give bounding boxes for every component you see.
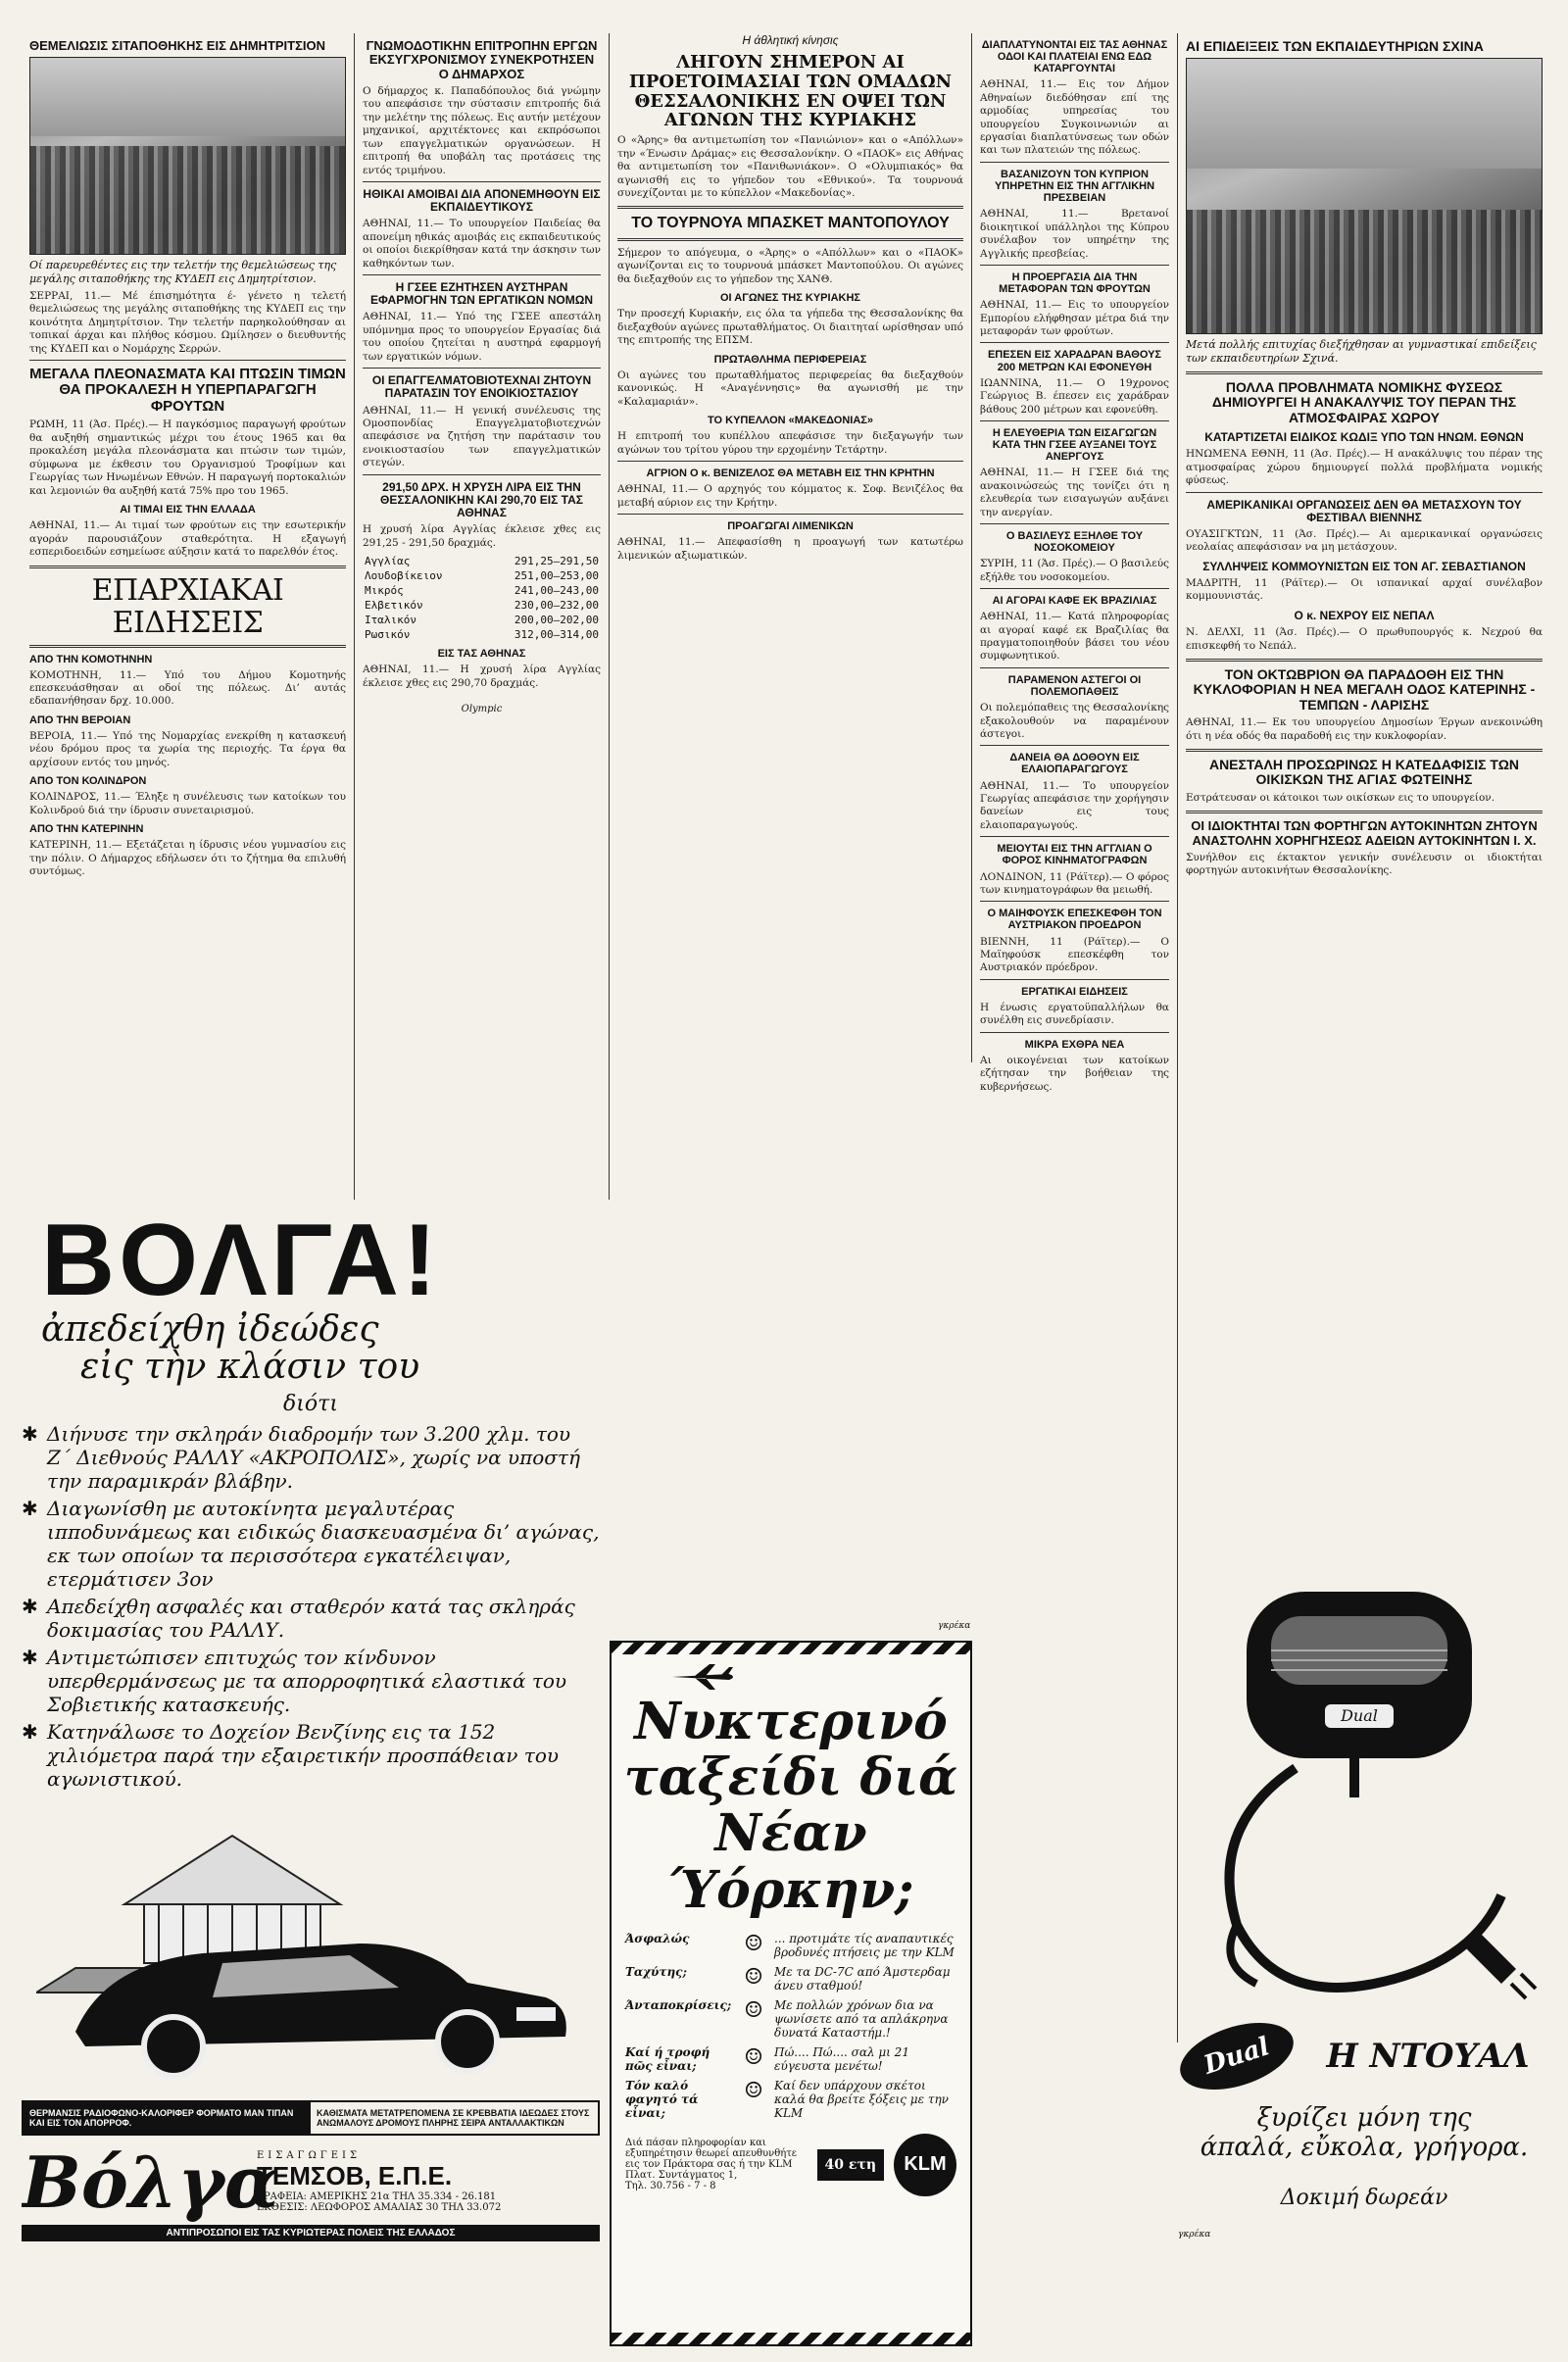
headline-venizelos: ΑΓΡΙΟΝ Ο κ. ΒΕΝΙΖΕΛΟΣ ΘΑ ΜΕΤΑΒΗ ΕΙΣ ΤΗΝ ΚΡΗΤΗΝ (646, 467, 935, 480)
article-body: Η χρυσή λίρα Αγγλίας έκλεισε χθες εις 291,25 - 291,50 δραχμάς. (363, 523, 601, 549)
features-left: ΘΕΡΜΑΝΣΙΣ ΡΑΔΙΟΦΩΝΟ-ΚΑΛΟΡΙΦΕΡ ΦΟΡΜΑΤΟ ΜΑΝ ΤΙΠΑΝ ΚΑΙ ΕΙΣ ΤΟΝ ΑΠΟΡΡΟΦ. (24, 2102, 311, 2134)
klm-phone: Τηλ. 30.756 - 7 - 8 (625, 2181, 716, 2192)
volga-tagline-2: εἰς τὴν κλάσιν του (80, 1346, 420, 1387)
klm-answer: Καί δεν υπάρχουν σκέτοι καλά θα βρείτε ξόξεις με την KLM (774, 2078, 949, 2120)
klm-advertisement (610, 1641, 972, 2346)
press-mark: γκρέκα (938, 1621, 971, 1631)
photo-gymnastics (1186, 58, 1543, 334)
headline-teacher-awards: ΗΘΙΚΑΙ ΑΜΟΙΒΑΙ ΔΙΑ ΑΠΟΝΕΜΗΘΟΥΝ ΕΙΣ ΕΚΠΑΙΔΕΥΤΙΚΟΥΣ (363, 186, 601, 215)
volga-bullet: ✱ Αντιμετώπισεν επιτυχώς τον κίνδυνον υπερθερμάνσεως με τα απορροφητικά ελαστικά του Σοβιετικής κατασκευής. (22, 1646, 600, 1716)
article-body: ΑΘΗΝΑΙ, 11.— Η γενική συνέλευσις της Ομοσπονδίας Επαγγελματοβιοτεχνών απεφάσισε να ζητήση την παράτασιν του ενοικιοστασίου των επαγγελματικών στεγών. (363, 404, 601, 469)
article-body: ΚΑΤΕΡΙΝΗ, 11.— Εξετάζεται η ίδρυσις νέου γυμνασίου εις την πόλιν. Ο Δήμαρχος εδήλωσεν ότι το ζήτημα θα επιλυθή συντόμως. (29, 839, 346, 878)
column-3 (610, 33, 972, 1062)
gold-rate-value: 241,00—243,00 (514, 584, 599, 598)
headline-olive-loans: ΔΑΝΕΙΑ ΘΑ ΔΟΘΟΥΝ ΕΙΣ ΕΛΑΙΟΠΑΡΑΓΩΓΟΥΣ (1009, 752, 1140, 776)
olympic-brand: Olympic (461, 704, 503, 715)
klm-question: Άνταποκρίσεις; (625, 1997, 732, 2012)
subhead-regional-championship: ΠΡΩΤΑΘΛΗΜΑ ΠΕΡΙΦΕΡΕΙΑΣ (713, 353, 867, 366)
headline-cypriot-servant: ΒΑΣΑΝΙΖΟΥΝ ΤΟΝ ΚΥΠΡΙΟΝ ΥΠΗΡΕΤΗΝ ΕΙΣ ΤΗΝ ΑΓΓΛΙΚΗΝ ΠΡΕΣΒΕΙΑΝ (994, 168, 1155, 205)
gold-rate-value: 200,00—202,00 (514, 614, 599, 627)
headline-labor-news: ΕΡΓΑΤΙΚΑΙ ΕΙΔΗΣΕΙΣ (1021, 985, 1128, 998)
press-mark: γκρέκα (1178, 2230, 1211, 2239)
newspaper-page (22, 33, 1550, 2346)
headline-austrian-president: Ο ΜΑΙΗΦΟΥΣΚ ΕΠΕΣΚΕΦΘΗ ΤΟΝ ΑΥΣΤΡΙΑΚΟΝ ΠΡΟΕΔΡΟΝ (987, 908, 1162, 932)
offices-line: ΓΡΑΦΕΙΑ: ΑΜΕΡΙΚΗΣ 21α ΤΗΛ 35.334 - 26.181 (257, 2191, 497, 2203)
photo-ceremony (29, 57, 346, 255)
column-2 (355, 33, 610, 1200)
company-name: ΤΕΜΣΟΒ, Ε.Π.Ε. (257, 2161, 453, 2191)
photo-caption: Μετά πολλής επιτυχίας διεξήχθησαν αι γυμναστικαί επιδείξεις των εκπαιδευτηρίων Σχινά. (1186, 338, 1537, 366)
headline-brazil-coffee: ΑΙ ΑΓΟΡΑΙ ΚΑΦΕ ΕΚ ΒΡΑΖΙΛΙΑΣ (992, 595, 1157, 608)
klm-logo: KLM (894, 2134, 956, 2196)
headline-athens-roads: ΔΙΑΠΛΑΤΥΝΟΝΤΑΙ ΕΙΣ ΤΑΣ ΑΘΗΝΑΣ ΟΔΟΙ ΚΑΙ ΠΛΑΤΕΙΑΙ ΕΝΩ ΕΔΩ ΚΑΤΑΡΓΟΥΝΤΑΙ (981, 39, 1168, 75)
klm-answer: Πώ.... Πώ.... σαλ μι 21 εύγευστα μενέτω! (774, 2044, 909, 2073)
dual-advertisement (1178, 1572, 1550, 2346)
stewardess-face-icon: ☺ (744, 1964, 763, 1990)
article-body: ΣΥΡΙΗ, 11 (Άσ. Πρές).— Ο βασιλεύς εξήλθε του νοσοκομείου. (980, 558, 1169, 583)
klm-dialogue-row (625, 1965, 956, 1993)
gold-rate-name: Ιταλικόν (365, 614, 416, 627)
gold-rate-name: Ρωσικόν (365, 628, 411, 642)
headline-fruit-transport: Η ΠΡΟΕΡΓΑΣΙΑ ΔΙΑ ΤΗΝ ΜΕΤΑΦΟΡΑΝ ΤΩΝ ΦΡΟΥΤΩΝ (999, 271, 1151, 296)
headline-vienna-festival: ΑΜΕΡΙΚΑΝΙΚΑΙ ΟΡΓΑΝΩΣΕΙΣ ΔΕΝ ΘΑ ΜΕΤΑΣΧΟΥΝ ΤΟΥ ΦΕΣΤΙΒΑΛ ΒΙΕΝΝΗΣ (1206, 497, 1522, 524)
article-body: ΑΘΗΝΑΙ, 11.— Αι τιμαί των φρούτων εις την εσωτερικήν αγοράν παρουσιάζουν σταθερότητα. Η εξαγωγή εσπεριδοειδών εσημείωσε αύξησιν κατά το παρελθόν έτος. (29, 519, 346, 559)
klm-title-3: Νέαν Ύόρκην; (667, 1803, 914, 1920)
headline-granary: ΘΕΜΕΛΙΩΣΙΣ ΣΙΤΑΠΟΘΗΚΗΣ ΕΙΣ ΔΗΜΗΤΡΙΤΣΙΟΝ (29, 38, 326, 53)
headline-port-promotions: ΠΡΟΑΓΩΓΑΙ ΛΙΜΕΝΙΚΩΝ (727, 520, 854, 533)
headline-gold-sovereign: 291,50 ΔΡΧ. Η ΧΡΥΣΗ ΛΙΡΑ ΕΙΣ ΤΗΝ ΘΕΣΣΑΛΟΝΙΚΗΝ ΚΑΙ 290,70 ΕΙΣ ΤΑΣ ΑΘΗΝΑΣ (380, 479, 583, 520)
article-body: ΑΘΗΝΑΙ, 11.— Κατά πληροφορίας αι αγοραί καφέ εκ Βραζιλίας θα πραγματοποιηθούν βάσει του νέου συμφωνητικού. (980, 611, 1169, 663)
gold-rate-row (363, 613, 601, 627)
volga-bullet-list (22, 1422, 600, 1791)
klm-title-2: ταξείδι διά (623, 1747, 958, 1808)
klm-question: Ταχύτης; (625, 1964, 687, 1979)
article-body: Εστράτευσαν οι κάτοικοι των οικίσκων εις το υπουργείον. (1186, 791, 1495, 804)
headline-communist-arrests: ΣΥΛΛΗΨΕΙΣ ΚΟΜΜΟΥΝΙΣΤΩΝ ΕΙΣ ΤΟΝ ΑΓ. ΣΕΒΑΣΤΙΑΝΟΝ (1202, 559, 1526, 573)
klm-info: Διά πάσαν πληροφορίαν και εξυπηρέτησιν θεωρεί απευθυνθήτε εις τον Πράκτορα σας ή την KLM (625, 2138, 797, 2171)
article-body: ΑΘΗΝΑΙ, 11.— Ο αρχηγός του κόμματος κ. Σοφ. Βενιζέλος θα μεταβή αύριον εις την Κρήτην. (617, 483, 963, 509)
article-body: ΟΥΑΣΙΓΚΤΩΝ, 11 (Άσ. Πρές).— Αι αμερικανικαί οργανώσεις νεολαίας απεφάσισαν να μη μετάσχουν. (1186, 527, 1543, 554)
article-body: Η επιτροπή του κυπέλλου απεφάσισε την διεξαγωγήν των αγώνων του τρίτου γύρου την ερχομένην Τετάρτην. (617, 430, 963, 456)
gold-rates-table (363, 554, 601, 642)
dual-shaver-illustration (1178, 1572, 1541, 2033)
headline-cinema-tax: ΜΕΙΟΥΤΑΙ ΕΙΣ ΤΗΝ ΑΓΓΛΙΑΝ Ο ΦΟΡΟΣ ΚΙΝΗΜΑΤΟΓΡΑΦΩΝ (997, 843, 1152, 867)
article-body: Οι αγώνες του πρωταθλήματος περιφερείας θα διεξαχθούν κανονικώς. Η «Αναγέννησις» θα αγωνισθή με την «Καλαμαριάν». (617, 369, 963, 408)
subhead-veroia: ΑΠΟ ΤΗΝ ΒΕΡΟΙΑΝ (29, 714, 131, 726)
dual-sub-2: άπαλά, εὔκολα, γρήγορα. (1200, 2133, 1529, 2162)
headline-war-victims: ΠΑΡΑΜΕΝΟΝ ΑΣΤΕΓΟΙ ΟΙ ΠΟΛΕΜΟΠΑΘΕΙΣ (1007, 673, 1142, 698)
article-body: ΑΘΗΝΑΙ, 11.— Η χρυσή λίρα Αγγλίας έκλεισε χθες εις 290,70 δραχμάς. (363, 664, 601, 689)
volga-script-logo: Βόλγα (22, 2140, 279, 2224)
dual-title: Η ΝΤΟΥΑΛ (1326, 2037, 1530, 2076)
headline-small-news: ΜΙΚΡΑ ΕΧΘΡΑ ΝΕΑ (1024, 1038, 1125, 1051)
volga-title: ΒΟΛΓΑ! (41, 1209, 441, 1317)
article-body: Ο «Άρης» θα αντιμετωπίση τον «Πανιώνιον» και ο «Απόλλων» την «Ένωσιν Δράμας» εις Θεσσαλονίκην. Ο «ΠΑΟΚ» εις Αθήνας θα αντιμετωπίση τον «Πανιθωνιάκον». Ο «Ολυμπιακός» θα αγωνισθή εις το γήπεδον του «Εθνικού». Τα τουρνουά συνεχίζονται με το κύπελλον «Μακεδονίας». (617, 134, 963, 199)
article-body: ΑΘΗΝΑΙ, 11.— Βρετανοί διοικητικοί υπάλληλοι της Κύπρου συνέλαβον τον υπηρέτην της Αγγλικής πρεσβείας. (980, 208, 1169, 260)
volga-car-illustration (36, 1796, 585, 2091)
gold-rate-row (363, 568, 601, 583)
article-body: Ο δήμαρχος κ. Παπαδόπουλος διά γνώμην του απεφάσισε την σύστασιν επιτροπής διά την μελέτην της πόλεως. Εις αυτήν μετέχουν μηχανικοί, αρχιτέκτονες και εκπρόσωποι των επαγγελματικών οργανώσεων. Η επιτροπή θα υποβάλη τας προτάσεις της εντός τριμήνου. (363, 84, 601, 176)
volga-tagline: ἀπεδείχθη ἰδεώδες (41, 1309, 379, 1350)
klm-title-1: Νυκτερινό (634, 1692, 948, 1751)
airplane-icon (670, 1662, 739, 1692)
dual-logo-oval: Dual (1178, 2010, 1301, 2102)
article-body: Την προσεχή Κυριακήν, εις όλα τα γήπεδα της Θεσσαλονίκης θα διεξαχθούν αγώνες πρωταθλήματος. Οι διαιτηταί ωρίσθησαν υπό της επιτροπής της ΕΠΣΜ. (617, 308, 963, 347)
headline-space-law: ΠΟΛΛΑ ΠΡΟΒΛΗΜΑΤΑ ΝΟΜΙΚΗΣ ΦΥΣΕΩΣ ΔΗΜΙΟΥΡΓΕΙ Η ΑΝΑΚΑΛΥΨΙΣ ΤΟΥ ΠΕΡΑΝ ΤΗΣ ΑΤΜΟΣΦΑΙΡΑΣ ΧΩΡΟΥ (1211, 378, 1517, 425)
gold-rate-value: 291,25—291,50 (514, 555, 599, 568)
gold-rate-value: 230,00—232,00 (514, 599, 599, 613)
headline-king-hospital: Ο ΒΑΣΙΛΕΥΣ ΕΞΗΛΘΕ ΤΟΥ ΝΟΣΟΚΟΜΕΙΟΥ (1005, 529, 1144, 555)
klm-question: Καί ή τροφή πῶς εἶναι; (625, 2044, 710, 2073)
article-body: Συνήλθον εις έκτακτον γενικήν συνέλευσιν οι ιδιοκτήται φορτηγών αυτοκινήτων Θεσσαλονίκης. (1186, 851, 1543, 877)
subhead-macedonia-cup: ΤΟ ΚΥΠΕΛΛΟΝ «ΜΑΚΕΔΟΝΙΑΣ» (708, 415, 873, 427)
article-body: ΙΩΑΝΝΙΝΑ, 11.— Ο 19χρονος Γεώργιος Β. έπεσεν εις χαράδραν βάθους 200 μέτρων και εφονεύθη. (980, 376, 1169, 416)
column-1 (22, 33, 355, 1200)
section-provinces: ΕΠΑΡΧΙΑΚΑΙ ΕΙΔΗΣΕΙΣ (91, 572, 284, 640)
headline-new-road: ΤΟΝ ΟΚΤΩΒΡΙΟΝ ΘΑ ΠΑΡΑΔΟΘΗ ΕΙΣ ΤΗΝ ΚΥΚΛΟΦΟΡΙΑΝ Η ΝΕΑ ΜΕΓΑΛΗ ΟΔΟΣ ΚΑΤΕΡΙΝΗΣ - ΤΕΜΠΩΝ - ΛΑΡΙΣΗΣ (1193, 665, 1536, 713)
headline-basketball: ΤΟ ΤΟΥΡΝΟΥΑ ΜΠΑΣΚΕΤ ΜΑΝΤΟΠΟΥΛΟΥ (631, 215, 950, 232)
klm-answer: Με πολλών χρόνων δια να ψωνίσετε από τα απλάκρηνα δυνατά Καταστήμ.! (774, 1997, 949, 2040)
gold-rate-row (363, 554, 601, 568)
gold-rate-name: Λουδοβίκειον (365, 569, 443, 583)
subhead-un-code: ΚΑΤΑΡΤΙΖΕΤΑΙ ΕΙΔΙΚΟΣ ΚΩΔΙΞ ΥΠΟ ΤΩΝ ΗΝΩΜ. ΕΘΝΩΝ (1204, 430, 1524, 445)
column-5 (1178, 33, 1550, 1562)
dual-trial: Δοκιμή δωρεάν (1280, 2186, 1448, 2210)
headline-rent-control: ΟΙ ΕΠΑΓΓΕΛΜΑΤΟΒΙΟΤΕΧΝΑΙ ΖΗΤΟΥΝ ΠΑΡΑΤΑΣΙΝ ΤΟΥ ΕΝΟΙΚΙΟΣΤΑΣΙΟΥ (371, 373, 592, 401)
volga-because: διότι (283, 1391, 338, 1416)
article-body: Ν. ΔΕΛΧΙ, 11 (Άσ. Πρές).— Ο πρωθυπουργός κ. Νεχρού θα επισκεφθή το Νεπάλ. (1186, 626, 1543, 652)
klm-address: Πλατ. Συντάγματος 1, (625, 2170, 738, 2182)
volga-bullet: ✱ Κατηνάλωσε το Δοχείον Βενζίνης εις τα 152 χιλιόμετρα παρά την εξαιρετικήν προσπάθειαν του αγωνιστικού. (22, 1720, 600, 1791)
article-body: ΑΘΗΝΑΙ, 11.— Η ΓΣΕΕ διά της ανακοινώσεώς της τονίζει ότι η ελευθερία των εισαγωγών αυξάνει την ανεργίαν. (980, 467, 1169, 518)
headline-fruit-surplus: ΜΕΓΑΛΑ ΠΛΕΟΝΑΣΜΑΤΑ ΚΑΙ ΠΤΩΣΙΝ ΤΙΜΩΝ ΘΑ ΠΡΟΚΑΛΕΣΗ Η ΥΠΕΡΠΑΡΑΓΩΓΗ ΦΡΟΥΤΩΝ (29, 365, 346, 415)
klm-badge: 40 ετη (817, 2149, 884, 2181)
stewardess-face-icon: ☺ (744, 2044, 763, 2070)
headline-schina-schools: ΑΙ ΕΠΙΔΕΙΞΕΙΣ ΤΩΝ ΕΚΠΑΙΔΕΥΤΗΡΙΩΝ ΣΧΙΝΑ (1186, 38, 1484, 54)
importers-label: ΕΙΣΑΓΩΓΕΙΣ (257, 2150, 362, 2162)
exhibit-line: ΕΚΘΕΣΙΣ: ΛΕΩΦΟΡΟΣ ΑΜΑΛΙΑΣ 30 ΤΗΛ 33.072 (257, 2202, 502, 2214)
section-kicker: Η άθλητική κίνησις (742, 33, 839, 47)
article-body: Σήμερον το απόγευμα, ο «Άρης» ο «Απόλλων» και ο «ΠΑΟΚ» αγωνίζονται εις το τουρνουά μπάσκετ Μαντοπούλου. Οι αγώνες θα διεξαχθούν εις το γήπεδον της ΧΑΝΘ. (617, 246, 963, 285)
gold-rate-name: Αγγλίας (365, 555, 411, 568)
volga-bullet: ✱ Διήνυσε την σκληράν διαδρομήν των 3.200 χλμ. του Ζ΄ Διεθνούς ΡΑΛΛΥ «ΑΚΡΟΠΟΛΙΣ», χωρίς να υποστή την παραμικράν βλάβην. (22, 1422, 600, 1493)
article-body: Αι οικογένειαι των κατοίκων εζήτησαν την βοήθειαν της κυβερνήσεως. (980, 1054, 1169, 1093)
article-body: ΛΟΝΔΙΝΟΝ, 11 (Ράϊτερ).— Ο φόρος των κινηματογράφων θα μειωθή. (980, 870, 1169, 896)
stripe-border-bottom (612, 2333, 970, 2344)
article-body: ΒΕΡΟΙΑ, 11.— Υπό της Νομαρχίας ενεκρίθη η κατασκευή νέου δρόμου προς τα χωρία της περιοχής. Τα έργα θα αρχίσουν εντός του μηνός. (29, 730, 346, 768)
article-body: ΑΘΗΝΑΙ, 11.— Υπό της ΓΣΕΕ απεστάλη υπόμνημα προς το υπουργείον Εργασίας διά του οποίου ζητείται η αυστηρά εφαρμογή των εργατικών νόμων. (363, 311, 601, 363)
article-body: ΣΕΡΡΑΙ, 11.— Μέ έπισημότητα έ- γένετο η τελετή θεμελιώσεως της μεγάλης σιταποθήκης της ΚΥΔΕΠ εις την κοινότητα Δημητρίτσιον. Την τελετήν παρηκολούθησαν αι τοπικαί άρχαι και πλήθος κόσμου. Ωμίλησεν ο διευθυντής της ΚΥΔΕΠ και ο Νομάρχης Σερρών. (29, 289, 346, 355)
headline-committee: ΓΝΩΜΟΔΟΤΙΚΗΝ ΕΠΙΤΡΟΠΗΝ ΕΡΓΩΝ ΕΚΣΥΓΧΡΟΝΙΣΜΟΥ ΣΥΝΕΚΡΟΤΗΣΕΝ Ο ΔΗΜΑΡΧΟΣ (366, 38, 598, 81)
klm-dialogue-row (625, 1932, 956, 1959)
article-body: Η ένωσις εργατοϋπαλλήλων θα συνέλθη εις συνεδρίασιν. (980, 1001, 1169, 1027)
headline-thessaloniki-teams: ΛΗΓΟΥΝ ΣΗΜΕΡΟΝ ΑΙ ΠΡΟΕΤΟΙΜΑΣΙΑΙ ΤΩΝ ΟΜΑΔΩΝ ΘΕΣΣΑΛΟΝΙΚΗΣ ΕΝ ΟΨΕΙ ΤΩΝ ΑΓΩΝΩΝ ΤΗΣ ΚΥΡΙΑΚΗΣ (628, 52, 953, 131)
stewardess-face-icon: ☺ (744, 2078, 763, 2103)
headline-truck-owners: ΟΙ ΙΔΙΟΚΤΗΤΑΙ ΤΩΝ ΦΟΡΤΗΓΩΝ ΑΥΤΟΚΙΝΗΤΩΝ ΖΗΤΟΥΝ ΑΝΑΣΤΟΛΗΝ ΧΟΡΗΓΗΣΕΩΣ ΑΔΕΙΩΝ ΑΥΤΟΚΙΝΗΤΩΝ Ι. Χ. (1191, 818, 1538, 848)
article-body: ΒΙΕΝΝΗ, 11 (Ράϊτερ).— Ο Μαϊηφούσκ επεσκέφθη τον Αυστριακόν πρόεδρον. (980, 935, 1169, 974)
subhead-katerini: ΑΠΟ ΤΗΝ ΚΑΤΕΡΙΝΗΝ (29, 823, 144, 836)
stewardess-face-icon: ☺ (744, 1931, 763, 1956)
headline-ravine: ΕΠΕΣΕΝ ΕΙΣ ΧΑΡΑΔΡΑΝ ΒΑΘΟΥΣ 200 ΜΕΤΡΩΝ ΚΑΙ ΕΦΟΝΕΥΘΗ (987, 349, 1162, 373)
article-body: Οι πολεμόπαθεις της Θεσσαλονίκης εξακολουθούν να παραμένουν άστεγοι. (980, 702, 1169, 740)
gold-rate-row (363, 627, 601, 642)
article-body: ΑΘΗΝΑΙ, 11.— Εις τον Δήμον Αθηναίων διεδόθησαν επί της αρμοδίας υπηρεσίας του υπουργείου Συγκοινωνιών αι εργασίαι διαπλατύνσεως των οδών και των πλατειών της πόλεως. (980, 78, 1169, 157)
klm-question: Άσφαλώς (625, 1931, 690, 1945)
article-body: ΑΘΗΝΑΙ, 11.— Το υπουργείον Γεωργίας απεφάσισε την χορήγησιν δανείων εις τους ελαιοπαραγωγούς. (980, 779, 1169, 831)
dual-shaver-logo: Dual (1341, 1706, 1378, 1725)
headline-demolition: ΑΝΕΣΤΑΛΗ ΠΡΟΣΩΡΙΝΩΣ Η ΚΑΤΕΔΑΦΙΣΙΣ ΤΩΝ ΟΙΚΙΣΚΩΝ ΤΗΣ ΑΓΙΑΣ ΦΩΤΕΙΝΗΣ (1208, 756, 1520, 788)
subhead-prices: ΑΙ ΤΙΜΑΙ ΕΙΣ ΤΗΝ ΕΛΛΑΔΑ (120, 504, 256, 517)
volga-advertisement (22, 1209, 600, 2346)
column-4 (972, 33, 1178, 2042)
klm-dialogue-row (625, 1998, 956, 2040)
article-body: ΑΘΗΝΑΙ, 11.— Απεφασίσθη η προαγωγή των κατωτέρω λιμενικών αξιωματικών. (617, 536, 963, 562)
klm-answer: ... προτιμάτε τίς αναπαυτικές βροδυνές πτήσεις με την KLM (774, 1931, 955, 1959)
headline-nehru-nepal: Ο κ. ΝΕΧΡΟΥ ΕΙΣ ΝΕΠΑΛ (1294, 608, 1435, 622)
article-body: ΚΟΛΙΝΔΡΟΣ, 11.— Έληξε η συνέλευσις των κατοίκων του Κολινδρού διά την ίδρυσιν συνεταιρισμού. (29, 791, 346, 816)
subhead-sunday-games: ΟΙ ΑΓΩΝΕΣ ΤΗΣ ΚΥΡΙΑΚΗΣ (720, 292, 860, 305)
dual-sub: ξυρίζει μόνη της (1256, 2103, 1472, 2133)
photo-caption: Οί παρευρεθέντες εις την τελετήν της θεμελιώσεως της μεγάλης σιταποθήκης της ΚΥΔΕΠ εις Δημητρίτσιον. (29, 259, 337, 286)
article-body: ΜΑΔΡΙΤΗ, 11 (Ράϊτερ).— Οι ισπανικαί αρχαί συνέλαβον κομμουνιστάς. (1186, 577, 1543, 603)
article-body: ΑΘΗΝΑΙ, 11.— Το υπουργείον Παιδείας θα απονείμη ηθικάς αμοιβάς εις εκπαιδευτικούς οι οποίοι διεκρίθησαν κατά την άσκησιν των καθηκόντων των. (363, 218, 601, 270)
headline-gsee-labor: Η ΓΣΕΕ ΕΖΗΤΗΣΕΝ ΑΥΣΤΗΡΑΝ ΕΦΑΡΜΟΓΗΝ ΤΩΝ ΕΡΓΑΤΙΚΩΝ ΝΟΜΩΝ (370, 280, 593, 308)
subhead-kolindros: ΑΠΟ ΤΟΝ ΚΟΛΙΝΔΡΟΝ (29, 775, 147, 788)
gold-rate-name: Ελβετικόν (365, 599, 423, 613)
klm-answer: Με τα DC-7C από Άμστερδαμ άνευ σταθμού! (774, 1964, 951, 1993)
article-body: ΚΟΜΟΤΗΝΗ, 11.— Υπό του Δήμου Κομοτηνής επεσκευάσθησαν αι οδοί της πόλεως. Δι’ αυτάς εδαπανήθησαν δρχ. 10.000. (29, 668, 346, 708)
article-body: ΑΘΗΝΑΙ, 11.— Εις το υπουργείον Εμπορίου ελήφθησαν μέτρα διά την μεταφοράν των φρούτων. (980, 299, 1169, 337)
klm-dialogue-row (625, 2079, 956, 2120)
subhead-komotini: ΑΠΟ ΤΗΝ ΚΟΜΟΤΗΝΗΝ (29, 653, 153, 665)
volga-bullet: ✱ Διαγωνίσθη με αυτοκίνητα μεγαλυτέρας ιπποδυνάμεως και ειδικώς διασκευασμένα δι’ αγώνας, εκ των οποίων τα περισσότερα εγκατέλειψαν, ετερμάτισεν 3ον (22, 1497, 600, 1591)
subhead-athens: ΕΙΣ ΤΑΣ ΑΘΗΝΑΣ (437, 648, 526, 661)
volga-bullet: ✱ Απεδείχθη ασφαλές και σταθερόν κατά τας σκληράς δοκιμασίας του ΡΑΛΛΥ. (22, 1595, 600, 1642)
klm-question: Τόν καλό φαγητό τά εἶναι; (625, 2078, 699, 2120)
article-body: ΗΝΩΜΕΝΑ ΕΘΝΗ, 11 (Άσ. Πρές).— Η ανακάλυψις του πέραν της ατμοσφαίρας χώρου δημιουργεί πολλά προβλήματα νομικής φύσεως. (1186, 448, 1543, 487)
volga-features-box (22, 2100, 600, 2136)
stripe-border-top (612, 1643, 970, 1654)
gold-rate-row (363, 583, 601, 598)
gold-rate-value: 312,00—314,00 (514, 628, 599, 642)
gold-rate-value: 251,00—253,00 (514, 569, 599, 583)
gold-rate-row (363, 598, 601, 613)
klm-dialogue (612, 1918, 970, 2134)
headline-imports-unemployment: Η ΕΛΕΥΘΕΡΙΑ ΤΩΝ ΕΙΣΑΓΩΓΩΝ ΚΑΤΑ ΤΗΝ ΓΣΕΕ ΑΥΞΑΝΕΙ ΤΟΥΣ ΑΝΕΡΓΟΥΣ (992, 426, 1157, 464)
klm-dialogue-row (625, 2045, 956, 2073)
features-right: ΚΑΘΙΣΜΑΤΑ ΜΕΤΑΤΡΕΠΟΜΕΝΑ ΣΕ ΚΡΕΒΒΑΤΙΑ ΙΔΕΩΔΕΣ ΣΤΟΥΣ ΑΝΩΜΑΛΟΥΣ ΔΡΟΜΟΥΣ ΠΛΗΡΗΣ ΣΕΙΡΑ ΑΝΤΑΛΛΑΚΤΙΚΩΝ (317, 2107, 590, 2128)
stewardess-face-icon: ☺ (744, 1997, 763, 2023)
gold-rate-name: Μικρός (365, 584, 404, 598)
dealers-strip: ΑΝΤΙΠΡΟΣΩΠΟΙ ΕΙΣ ΤΑΣ ΚΥΡΙΩΤΕΡΑΣ ΠΟΛΕΙΣ ΤΗΣ ΕΛΛΑΔΟΣ (22, 2225, 600, 2241)
article-body: ΑΘΗΝΑΙ, 11.— Εκ του υπουργείου Δημοσίων Έργων ανεκοινώθη ότι η νέα οδός θα παραδοθή εις την κυκλοφορίαν. (1186, 716, 1543, 742)
article-body: ΡΩΜΗ, 11 (Άσ. Πρές).— Η παγκόσμιος παραγωγή φρούτων θα αυξηθή σημαντικώς μέχρι του έτους 1965 και θα προκαλέση μεγάλα πλεονάσματα και πτώσιν των τιμών, σύμφωνα με έκθεσιν του Οργανισμού Τροφίμων και Γεωργίας των Ηνωμένων Εθνών. Η παραγωγή πορτοκαλιών και λεμονιών θα αυξηθή κατά 75% προ του 1965. (29, 418, 346, 497)
